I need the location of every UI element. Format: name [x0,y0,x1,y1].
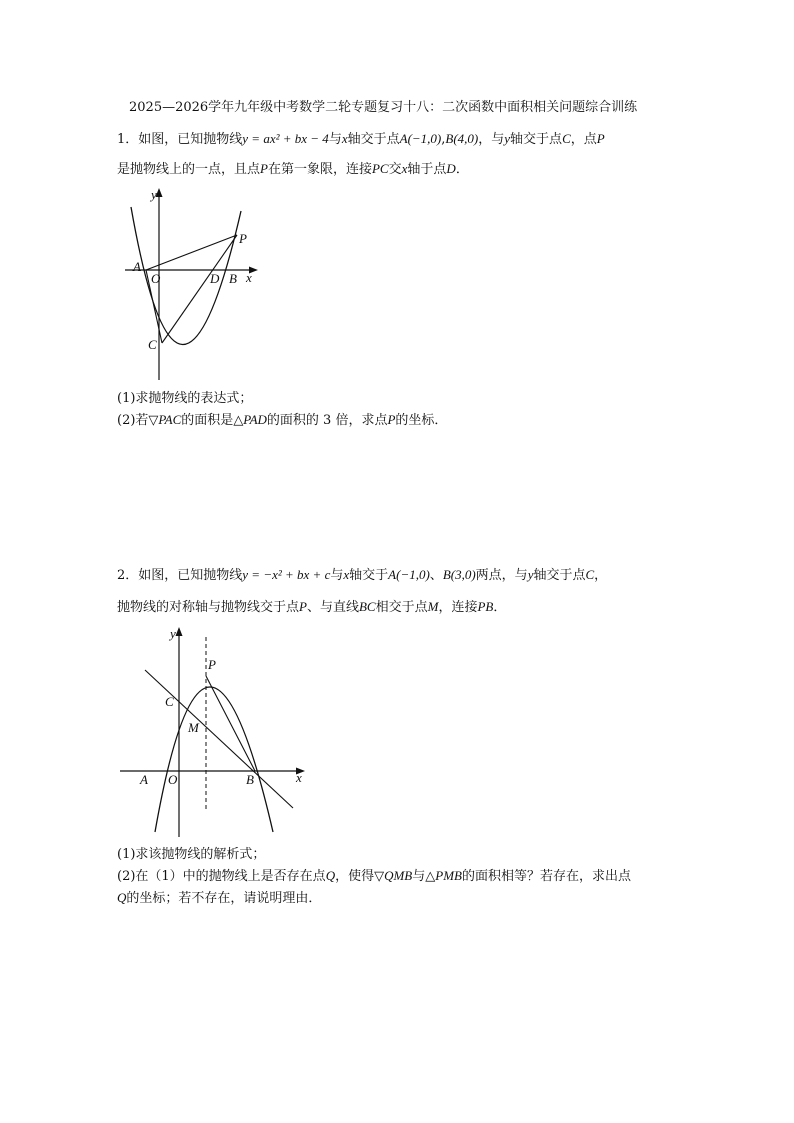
text: 与 [328,132,342,147]
text: 与 [330,568,344,583]
problem2-figure [115,622,315,842]
triangle-pad: △PAD [233,412,267,427]
var-y: y [504,131,511,146]
text: 抛物线的对称轴与抛物线交于点 [117,600,300,615]
label-p: P [208,657,216,672]
var-x: x [401,161,408,176]
text: 在第一象限，连接 [267,162,372,177]
text: 的坐标；若不存在，请说明理由． [126,891,322,906]
var-p: P [387,412,396,427]
var-pc: PC [371,161,389,176]
problem1-q2 [117,411,447,430]
y-axis-arrow [176,627,183,636]
point-a: A(−1,0) [388,567,430,582]
problem1-line1 [117,130,605,149]
text: 2．如图，已知抛物线 [117,568,243,583]
text: 相交于点 [375,600,428,615]
text: 、与直线 [306,600,359,615]
text: (2)在（1）中的抛物线上是否存在点 [117,869,326,884]
text: 1．如图，已知抛物线 [117,132,243,147]
text: 与 [412,869,426,884]
var-bc: BC [358,599,376,614]
equation: y = −x² + bx + c [242,567,331,582]
problem1-q1: (1)求抛物线的表达式； [117,391,253,406]
text: ， [594,568,608,583]
text: 轴交于点 [510,132,563,147]
var-p: P [260,161,268,176]
text: 的面积的 3 倍，求点 [266,413,388,428]
text: ． [493,600,507,615]
label-o: O [168,772,178,787]
text: 两点，与 [475,568,528,583]
label-b: B [229,271,237,286]
label-c: C [148,337,157,352]
triangle-pac: ▽PAC [148,412,182,427]
triangle-qmb: ▽QMB [374,868,413,883]
var-y: y [527,567,534,582]
point-a: A(−1,0) [399,131,442,146]
text: ，连接 [438,600,478,615]
problem2-q2-cont [117,889,321,908]
var-c: C [585,567,595,582]
label-c: C [165,694,174,709]
var-pb: PB [477,599,494,614]
label-y: y [151,187,157,202]
problem1-figure [115,185,275,385]
var-x: x [343,567,350,582]
text: ，与 [478,132,505,147]
text: 交 [388,162,402,177]
equation: y = ax² + bx − 4 [242,131,329,146]
text: ． [455,162,469,177]
point-b: B(4,0) [445,131,479,146]
segment-pc [162,235,237,343]
var-p: P [596,131,605,146]
label-o: O [151,271,161,286]
problem2-q2 [117,867,631,886]
segment-ap [146,235,237,270]
problem1-line2 [117,160,469,179]
text: 轴于点 [407,162,447,177]
var-m: M [427,599,439,614]
label-m: M [188,720,199,735]
var-x: x [341,131,348,146]
var-c: C [562,131,571,146]
point-b: B(3,0) [442,567,476,582]
label-a: A [133,259,141,274]
text: 的面积是 [181,413,234,428]
text: , [441,132,446,147]
text: 轴交于点 [347,132,400,147]
var-p: P [299,599,307,614]
label-d: D [210,271,220,286]
problem2-line2 [117,598,506,617]
label-x: x [296,770,302,785]
text: 轴交于 [349,568,389,583]
label-y: y [170,626,176,641]
problem2-line1 [117,566,607,585]
text: (2)若 [117,413,149,428]
text: 的面积相等？若存在，求出点 [461,869,631,884]
label-b: B [246,772,254,787]
label-p: P [239,231,247,246]
triangle-pmb: △PMB [425,868,462,883]
var-d: D [446,161,456,176]
label-x: x [246,270,252,285]
text: 的坐标． [395,413,448,428]
text: ，使得 [335,869,375,884]
text: 是抛物线上的一点，且点 [117,162,261,177]
var-q: Q [117,890,127,905]
text: ，点 [570,132,597,147]
var-q: Q [325,868,336,883]
page-title: 2025—2026学年九年级中考数学二轮专题复习十八：二次函数中面积相关问题综合训练 [129,100,638,115]
text: 轴交于点 [533,568,586,583]
label-a: A [140,772,148,787]
problem2-q1: (1)求该抛物线的解析式； [117,847,266,862]
text: 、 [429,568,443,583]
segment-pb [206,676,255,771]
